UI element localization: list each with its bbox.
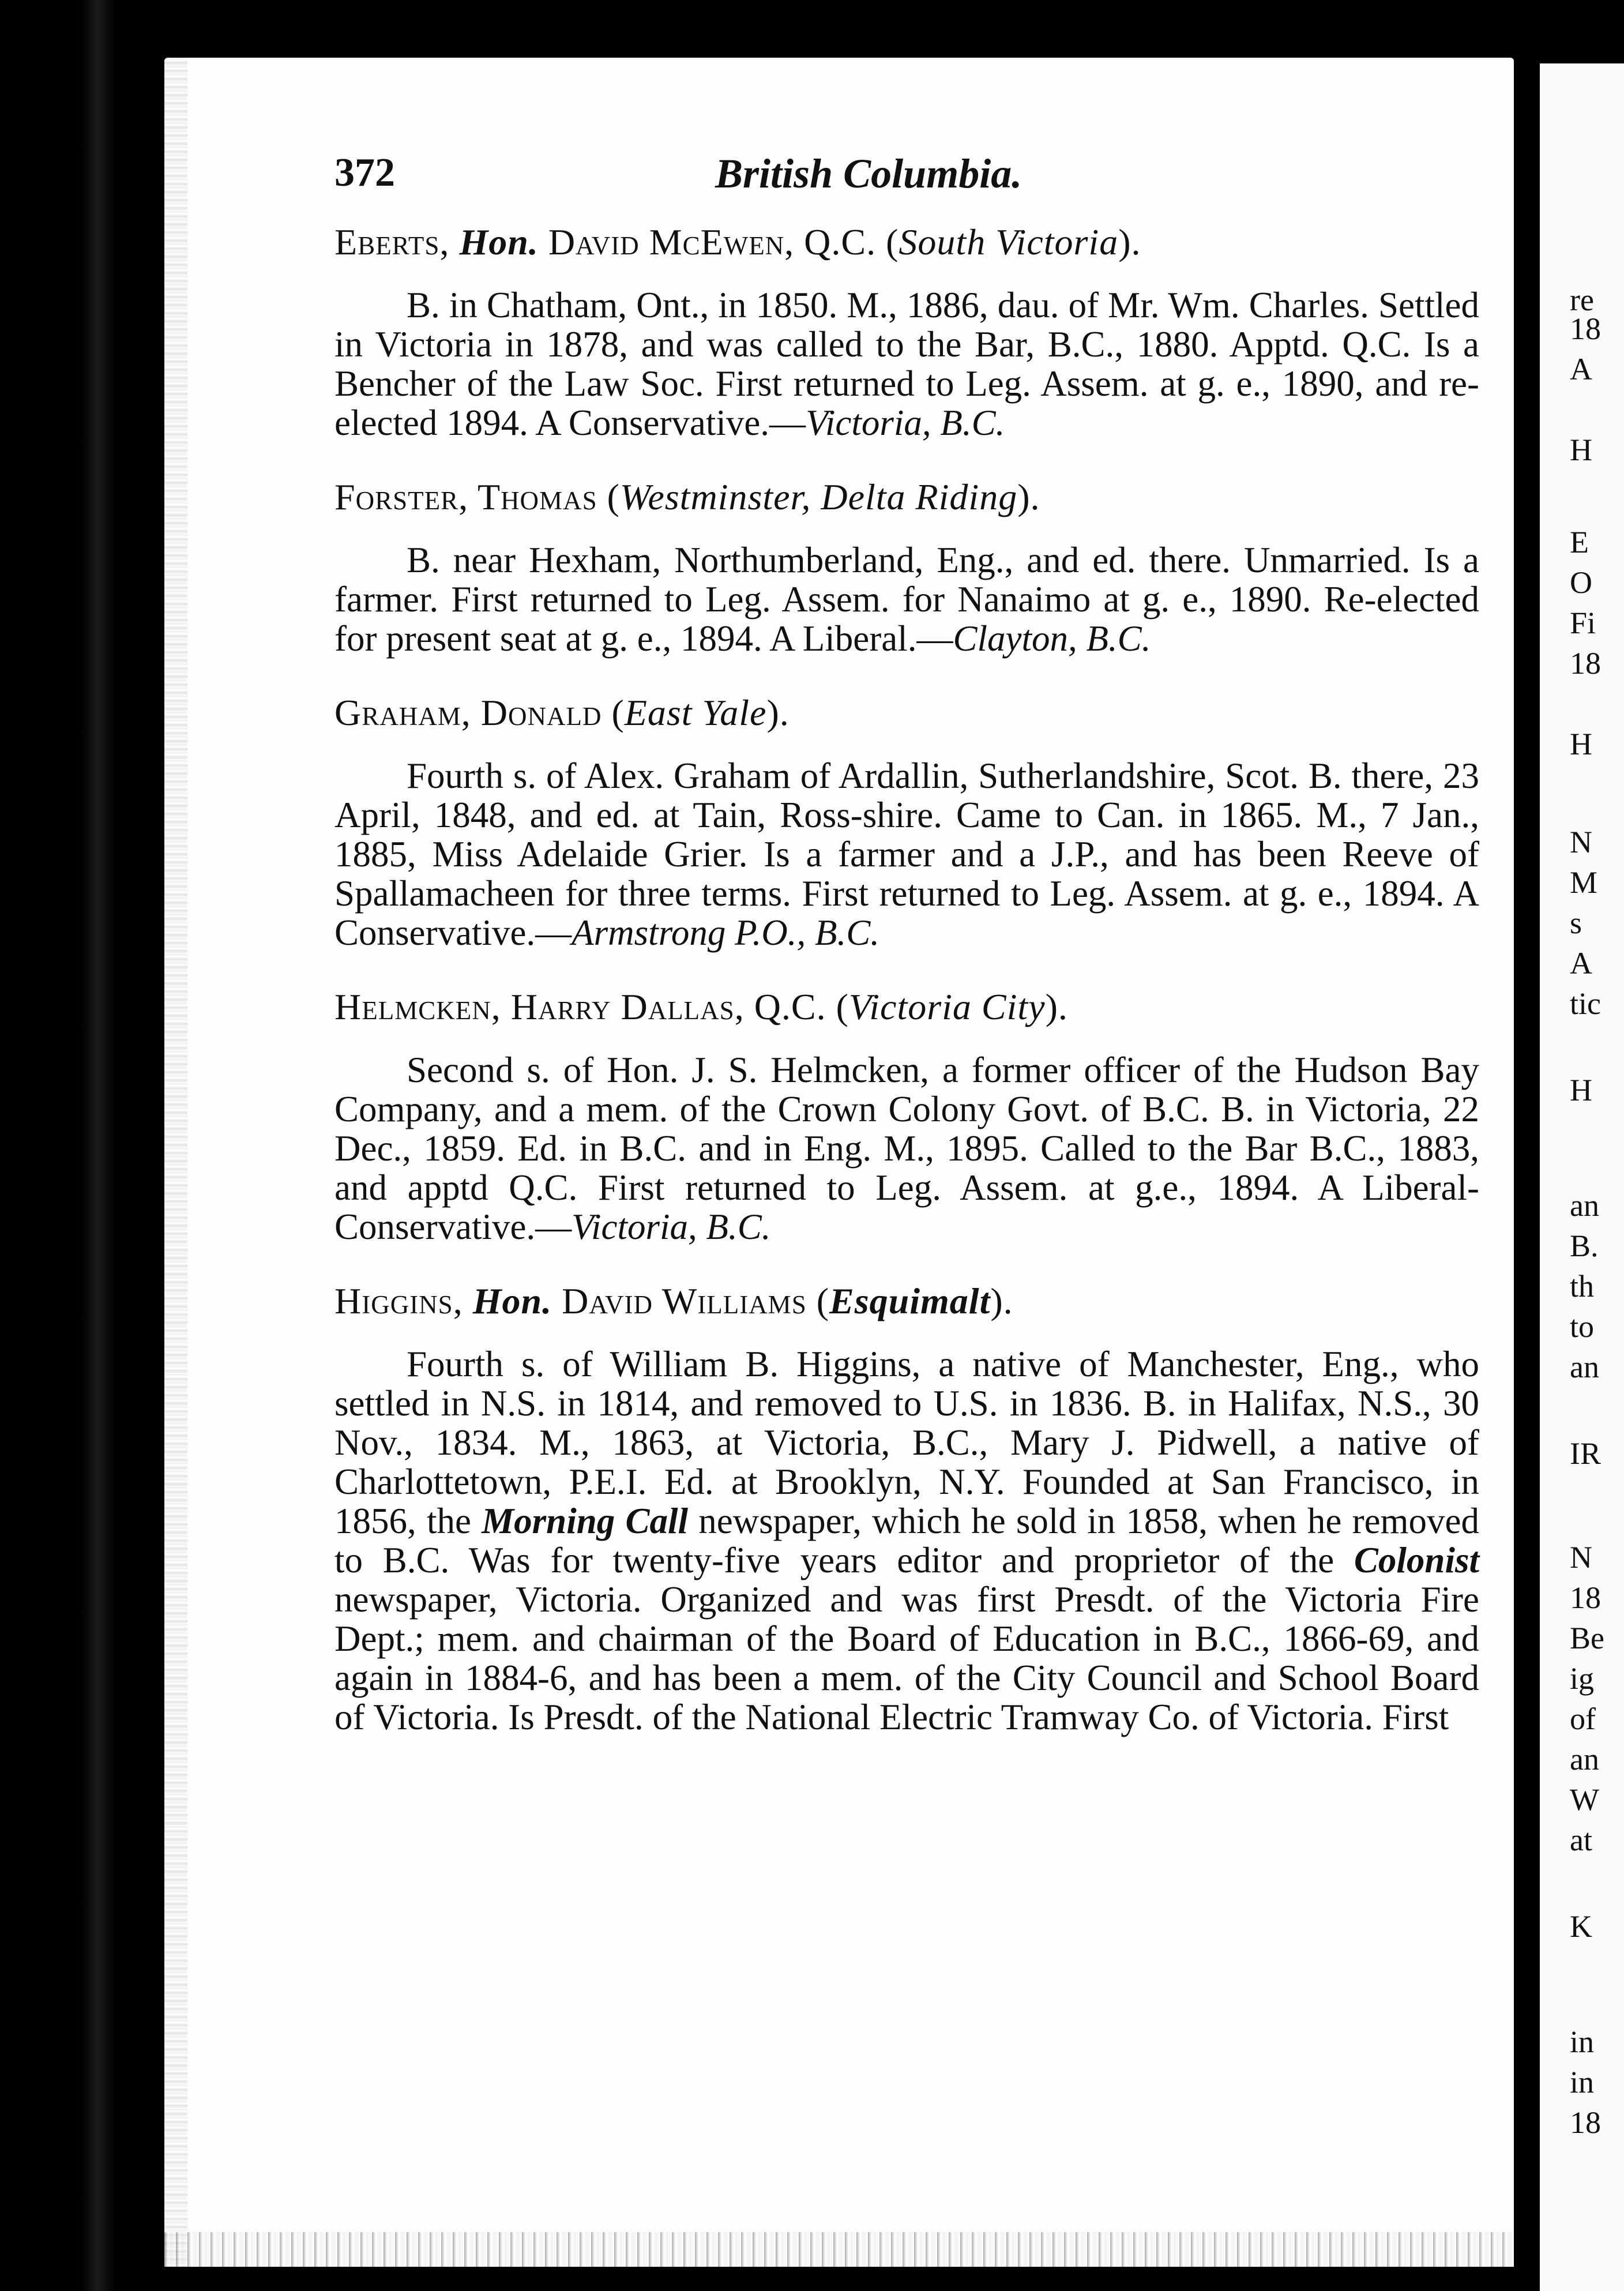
facing-page-fragment: 18 [1570, 1580, 1601, 1615]
facing-page-fragment: Be [1570, 1621, 1604, 1655]
entry-given-names: Thomas ( [477, 476, 620, 517]
entry-text: Fourth s. of William B. Higgins, a native of Manchester, Eng., who settled in N.S. in 1814, and removed to U.S. in 1836. B. in Halifax, N.S., 30 Nov., 1834. M., 1863, at Victoria, B.C., Mary J. Pidwell, a native of Charlottetown, P.E.I. Ed. at Brooklyn, N.Y. Founded at San Francisco, in 1856, the [334, 1344, 1479, 1541]
facing-page-fragment: at [1570, 1823, 1592, 1857]
page-content [334, 219, 1479, 1768]
entry-surname: Helmcken, [334, 986, 501, 1027]
biography-entry [334, 984, 1479, 1246]
entry-heading [334, 474, 1479, 520]
facing-page-fragment: th [1570, 1269, 1595, 1304]
entry-residence: Armstrong P.O., B.C. [572, 912, 879, 953]
facing-page-fragment: A [1570, 352, 1592, 386]
facing-page-fragment: N [1570, 1540, 1592, 1575]
entry-text: Second s. of Hon. J. S. Helmcken, a former officer of the Hudson Bay Company, and a mem. of the Crown Colony Govt. of B.C. B. in Victoria, 22 Dec., 1859. Ed. in B.C. and in Eng. M., 1895. Called to the Bar B.C., 1883, and apptd Q.C. First returned to Leg. Assem. at g.e., 1894. A Liberal-Conservative.— [334, 1050, 1479, 1247]
entry-text: newspaper, which he sold in 1858, when he removed to B.C. Was for twenty-five years editor and proprietor of the [334, 1501, 1480, 1580]
facing-page-fragment: H [1570, 433, 1592, 467]
facing-page-fragment: s [1570, 906, 1582, 940]
entry-body [334, 286, 1479, 442]
entry-body [334, 1050, 1479, 1246]
entry-heading-close: ). [1045, 986, 1068, 1027]
facing-page-fragment: K [1570, 1909, 1592, 1944]
biography-entry [334, 690, 1479, 952]
entry-heading-close: ). [1017, 476, 1040, 517]
facing-page-fragment: tic [1570, 986, 1601, 1021]
facing-page-fragment: an [1570, 1350, 1599, 1384]
facing-page-fragment: N [1570, 825, 1592, 859]
facing-page-fragment: 18 [1570, 646, 1601, 681]
facing-page-fragment: an [1570, 1188, 1599, 1223]
page-header [334, 150, 1200, 208]
facing-page-fragment: A [1570, 946, 1592, 981]
entry-surname: Forster, [334, 476, 469, 517]
entry-text: newspaper, Victoria. Organized and was first Presdt. of the Victoria Fire Dept.; mem. and chairman of the Board of Education in B.C., 1866-69, and again in 1884-6, and has been a mem. of the City Council and School Board of Victoria. Is Presdt. of the National Electric Tramway Co. of Victoria. First [334, 1579, 1479, 1737]
entry-text: B. in Chatham, Ont., in 1850. M., 1886, dau. of Mr. Wm. Charles. Settled in Victoria in 1878, and was called to the Bar, B.C., 1880. Apptd. Q.C. Is a Bencher of the Law Soc. First returned to Leg. Assem. at g. e., 1890, and re-elected 1894. A Conservative.— [334, 285, 1479, 443]
entry-body [334, 540, 1479, 658]
biography-entry [334, 1278, 1479, 1737]
facing-page-fragment: H [1570, 1073, 1592, 1107]
facing-page-fragment: B. [1570, 1229, 1599, 1263]
facing-page-edge [1540, 63, 1624, 2291]
facing-page-fragment: re [1570, 283, 1594, 317]
book-spine-shadow [0, 0, 173, 2291]
facing-page-fragment: ig [1570, 1661, 1595, 1696]
entry-heading-close: ). [766, 692, 790, 733]
entry-text: B. near Hexham, Northumberland, Eng., and ed. there. Unmarried. Is a farmer. First returned to Leg. Assem. for Nanaimo at g. e., 1890. Re-elected for present seat at g. e., 1894. A Liberal.— [334, 540, 1479, 659]
entry-heading [334, 690, 1479, 736]
page-number: 372 [334, 151, 395, 195]
entry-body [334, 1344, 1479, 1737]
facing-page-fragment: W [1570, 1782, 1599, 1817]
facing-page-fragment: E [1570, 525, 1589, 559]
facing-page-fragment: O [1570, 565, 1592, 600]
entry-title: Hon. [472, 1280, 552, 1321]
entry-residence: Victoria, B.C. [806, 403, 1005, 443]
entry-surname: Higgins, [334, 1280, 463, 1321]
entry-body [334, 756, 1479, 952]
running-head: British Columbia. [715, 151, 1022, 197]
facing-page-fragment: IR [1570, 1436, 1601, 1471]
entry-given-names: Donald ( [480, 692, 625, 733]
entry-constituency: Westminster, Delta Riding [619, 476, 1018, 517]
entry-surname: Eberts, [334, 221, 450, 262]
page-edge-scan-noise [164, 58, 187, 2267]
facing-page-fragment: 18 [1570, 2105, 1601, 2140]
facing-page-fragment: in [1570, 2025, 1595, 2059]
entry-text: Fourth s. of Alex. Graham of Ardallin, Sutherlandshire, Scot. B. there, 23 April, 1848, and ed. at Tain, Ross-shire. Came to Can. in 1865. M., 7 Jan., 1885, Miss Adelaide Grier. Is a farmer and a J.P., and has been Reeve of Spallamacheen for three terms. First returned to Leg. Assem. at g. e., 1894. A Conservative.— [334, 756, 1479, 953]
entry-residence: Clayton, B.C. [953, 618, 1151, 659]
biography-entry [334, 219, 1479, 442]
facing-page-fragment: to [1570, 1309, 1595, 1344]
entry-title: Hon. [459, 221, 539, 262]
entry-constituency: Victoria City [848, 986, 1046, 1027]
entry-given-names: David Williams ( [562, 1280, 830, 1321]
entry-heading-close: ). [990, 1280, 1013, 1321]
entry-given-names: David McEwen, Q.C. ( [548, 221, 899, 262]
facing-page-fragment: 18 [1570, 311, 1601, 346]
entry-surname: Graham, [334, 692, 471, 733]
facing-page-fragment: M [1570, 865, 1598, 900]
entry-constituency: South Victoria [899, 221, 1119, 262]
facing-page-fragment: Fi [1570, 606, 1596, 640]
entry-constituency: East Yale [624, 692, 767, 733]
entry-heading-close: ). [1118, 221, 1141, 262]
page-bottom-scan-noise [164, 2232, 1514, 2267]
facing-page-fragment: in [1570, 2065, 1595, 2100]
facing-page-fragment: an [1570, 1742, 1599, 1777]
entry-constituency: Esquimalt [829, 1280, 991, 1321]
biography-entry [334, 474, 1479, 658]
newspaper-name: Morning Call [482, 1501, 688, 1541]
facing-page-fragment: H [1570, 727, 1592, 761]
newspaper-name: Colonist [1354, 1540, 1479, 1580]
facing-page-fragment: of [1570, 1702, 1596, 1736]
entry-heading [334, 219, 1479, 265]
entry-residence: Victoria, B.C. [572, 1207, 771, 1247]
entry-given-names: Harry Dallas, Q.C. ( [510, 986, 849, 1027]
entry-heading [334, 984, 1479, 1030]
entry-heading [334, 1278, 1479, 1324]
